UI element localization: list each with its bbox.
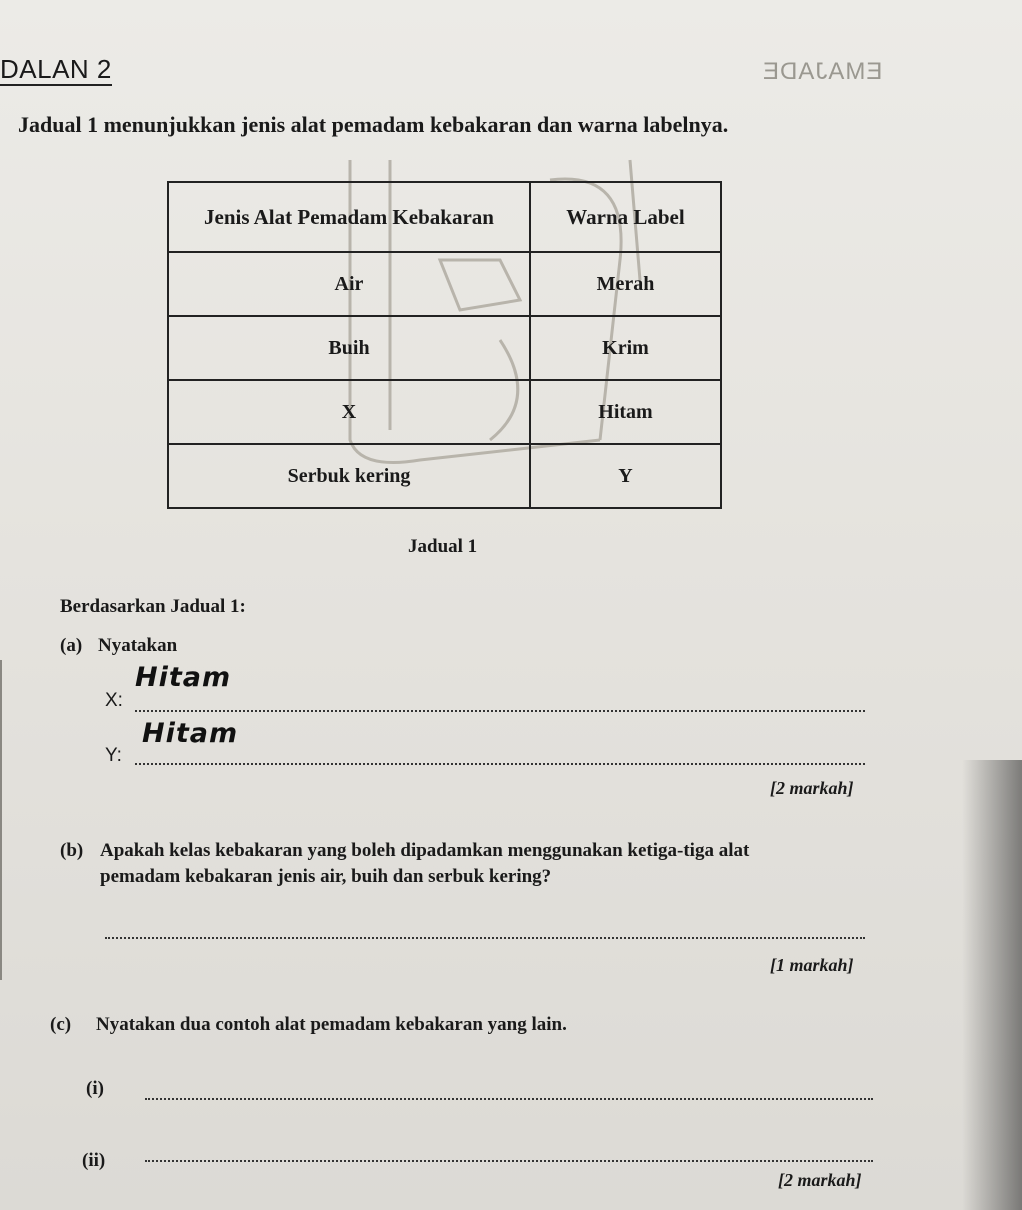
answer-x-handwritten: Hitam	[135, 662, 232, 693]
table-row	[168, 444, 721, 508]
answer-c-i-line[interactable]	[145, 1098, 873, 1100]
table-header-row	[168, 182, 721, 252]
question-c-text: Nyatakan dua contoh alat pemadam kebakaran yang lain.	[96, 1014, 567, 1035]
marks-b: [1 markah]	[770, 955, 854, 975]
cell-type: X	[168, 380, 530, 444]
intro-sentence: Jadual 1 menunjukkan jenis alat pemadam kebakaran dan warna labelnya.	[18, 112, 729, 137]
cell-type: Buih	[168, 316, 530, 380]
fire-extinguisher-table	[167, 181, 722, 509]
answer-y-handwritten: Hitam	[142, 718, 239, 749]
section-heading: DALAN 2	[0, 54, 112, 84]
cell-colour: Hitam	[530, 380, 721, 444]
table-caption: Jadual 1	[408, 536, 478, 557]
answer-x-label: X:	[105, 690, 123, 711]
cell-type: Serbuk kering	[168, 444, 530, 508]
question-b-line1: Apakah kelas kebakaran yang boleh dipadamkan menggunakan ketiga-tiga alat	[100, 840, 750, 861]
answer-x-line[interactable]	[135, 710, 865, 712]
table-row	[168, 252, 721, 316]
lead-text: Berdasarkan Jadual 1:	[60, 596, 246, 617]
cell-colour: Krim	[530, 316, 721, 380]
question-b-label: (b)	[60, 840, 84, 861]
marks-c: [2 markah]	[778, 1170, 862, 1190]
marks-a: [2 markah]	[770, 778, 854, 798]
answer-y-label: Y:	[105, 745, 122, 766]
bleed-through-text: EMAJADE	[761, 58, 882, 85]
answer-b-line[interactable]	[105, 937, 865, 939]
table-row	[168, 380, 721, 444]
header-type: Jenis Alat Pemadam Kebakaran	[168, 182, 530, 252]
margin-line	[0, 660, 2, 980]
cell-colour: Merah	[530, 252, 721, 316]
header-label-colour: Warna Label	[530, 182, 721, 252]
answer-c-ii-line[interactable]	[145, 1160, 873, 1162]
page-shadow	[962, 760, 1022, 1210]
cell-colour: Y	[530, 444, 721, 508]
answer-y-line[interactable]	[135, 763, 865, 765]
answer-c-ii-label: (ii)	[82, 1150, 106, 1171]
question-a-label: (a)	[60, 635, 83, 656]
question-a-text: Nyatakan	[98, 635, 178, 656]
table-row	[168, 316, 721, 380]
answer-c-i-label: (i)	[86, 1078, 104, 1099]
question-c-label: (c)	[50, 1014, 72, 1035]
question-b-line2: pemadam kebakaran jenis air, buih dan serbuk kering?	[100, 866, 552, 887]
cell-type: Air	[168, 252, 530, 316]
